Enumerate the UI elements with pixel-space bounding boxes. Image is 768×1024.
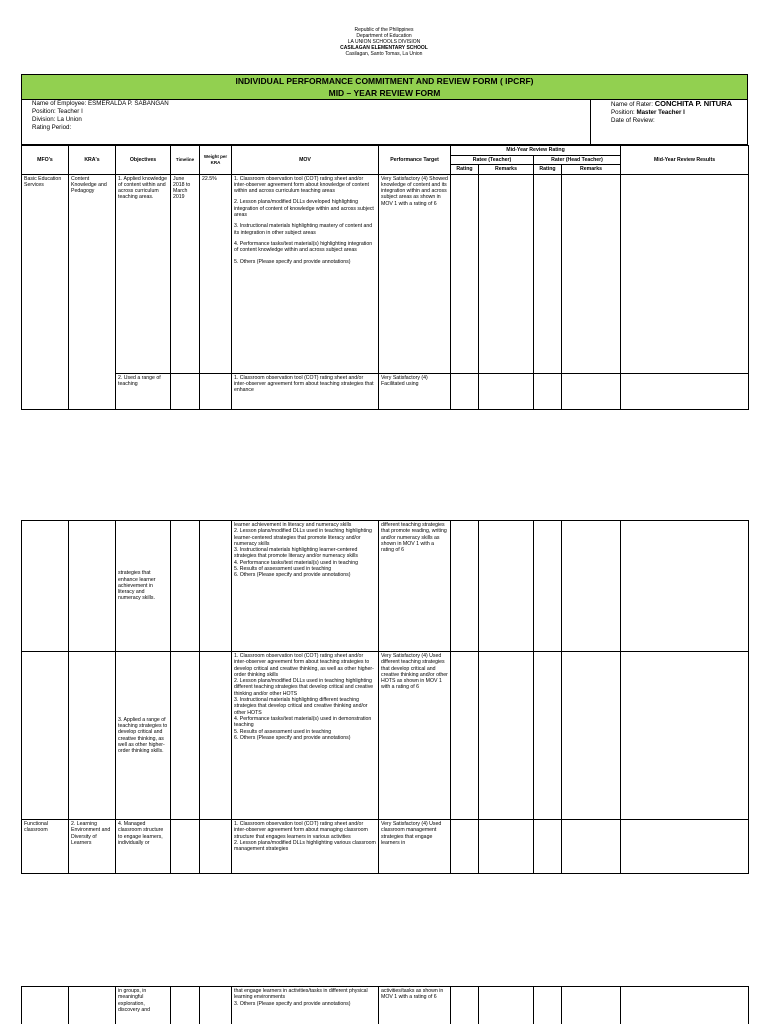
mov-item: 3. Others (Please specify and provide annotations) — [234, 1000, 351, 1007]
mov-item: 4. Performance tasks/test material(s) highlighting integration of content knowledge within and across subject areas — [234, 240, 373, 254]
remarks-cell[interactable] — [479, 521, 534, 652]
rating-cell[interactable] — [451, 521, 479, 652]
results-cell[interactable] — [621, 174, 749, 373]
timeline-cell — [171, 373, 200, 409]
mov-item: 6. Others (Please specify and provide annotations) — [234, 572, 351, 579]
remarks-cell[interactable] — [562, 820, 621, 874]
mov-item: 2. Lesson plans/modified DLLs used in teaching highlighting different teaching strategies that develop critical and creative thinking and/or other HOTS — [234, 678, 374, 697]
mov-item: 2. Lesson plans/modified DLLs developed highlighting integration of content of knowledge within and across subject areas — [234, 199, 374, 219]
table-row — [22, 820, 749, 874]
rater-name: Name of Rater: CONCHITA P. NITURA — [611, 99, 733, 108]
employee-name: Name of Employee: ESMERALDA P. SABANGAN — [32, 100, 169, 107]
rater-position: Position: Master Teacher I — [611, 109, 685, 116]
weight-cell: 22.5% — [200, 174, 232, 373]
remarks-cell[interactable] — [562, 174, 621, 373]
table-row — [22, 652, 749, 820]
target-cell: Very Satisfactory (4) Used classroom management strategies that engage learners in — [379, 820, 451, 874]
col-timeline: Timeline — [171, 146, 200, 175]
remarks-cell[interactable] — [479, 820, 534, 874]
col-weight: Weight per KRA — [200, 146, 232, 175]
kra-cell — [69, 987, 116, 1024]
target-cell: Very Satisfactory (4) Showed knowledge of content and its integration within and across subject areas as shown in MOV 1 with a rating of 6 — [379, 174, 451, 373]
mov-cell — [232, 174, 379, 373]
col-target: Performance Target — [379, 146, 451, 175]
timeline-cell — [171, 820, 200, 874]
mov-item: 1. Classroom observation tool (COT) rating sheet and/or inter-observer agreement form about teaching strategies to develop critical and creative thinking, as well as other higher-order thinking skills — [234, 653, 374, 678]
mov-item: 1. Classroom observation tool (COT) rating sheet and/or inter-observer agreement form about managing classroom structure that engages learners in various activities — [234, 821, 368, 840]
remarks-cell[interactable] — [562, 652, 621, 820]
school-name: CASILAGAN ELEMENTARY SCHOOL — [340, 45, 428, 51]
ipcrf-table-page1 — [21, 145, 749, 410]
mov-item: 5. Results of assessment used in teaching — [234, 566, 332, 573]
objective-cell: 2. Used a range of teaching — [116, 373, 171, 409]
results-cell[interactable] — [621, 987, 749, 1024]
remarks-cell[interactable] — [562, 987, 621, 1024]
table-row — [22, 174, 749, 373]
weight-cell — [200, 652, 232, 820]
kra-cell — [69, 521, 116, 652]
kra-cell: Content Knowledge and Pedagogy — [69, 174, 116, 409]
col-rater-remarks: Remarks — [562, 165, 621, 174]
letterhead-line: LA UNION SCHOOLS DIVISION — [347, 39, 421, 45]
results-cell[interactable] — [621, 521, 749, 652]
mov-item: learner achievement in literacy and numeracy skills — [234, 522, 352, 528]
mov-item: 6. Others (Please specify and provide annotations) — [234, 734, 351, 741]
mov-item: 5. Others (Please specify and provide annotations) — [234, 258, 351, 265]
col-mov: MOV — [232, 146, 379, 175]
mov-item: 4. Performance tasks/test material(s) used in teaching — [234, 559, 358, 566]
mov-item: 4. Performance tasks/test material(s) used in demonstration teaching — [234, 715, 372, 729]
mov-cell: 1. Classroom observation tool (COT) rating sheet and/or inter-observer agreement form about teaching strategies that enhance — [232, 373, 379, 409]
objective-cell: 4. Managed classroom structure to engage learners, individually or — [116, 820, 171, 874]
letterhead — [0, 27, 768, 57]
remarks-cell[interactable] — [479, 373, 534, 409]
weight-cell — [200, 521, 232, 652]
mov-item: that engage learners in activities/tasks in different physical learning environments — [234, 988, 368, 1001]
remarks-cell[interactable] — [479, 174, 534, 373]
form-subtitle: MID – YEAR REVIEW FORM — [328, 88, 441, 98]
objective-cell: strategies that enhance learner achievement in literacy and numeracy skills. — [116, 521, 171, 652]
col-midyear-rating: Mid-Year Review Rating — [451, 146, 621, 156]
table-row — [22, 987, 749, 1024]
ipcrf-table-page2 — [21, 520, 749, 874]
col-ratee-remarks: Remarks — [479, 165, 534, 174]
employee-position: Position: Teacher I — [32, 108, 83, 115]
objective-cell: 1. Applied knowledge of content within and across curriculum teaching areas. — [116, 174, 171, 373]
timeline-cell — [171, 521, 200, 652]
mov-cell — [232, 987, 379, 1024]
kra-cell — [69, 652, 116, 820]
timeline-cell: June 2018 to March 2019 — [171, 174, 200, 373]
employee-info — [21, 100, 748, 145]
objective-cell: in groups, in meaningful exploration, discovery and — [116, 987, 171, 1024]
rating-cell[interactable] — [534, 174, 562, 373]
review-date: Date of Review: — [611, 117, 655, 124]
col-objectives: Objectives — [116, 146, 171, 175]
rating-cell[interactable] — [451, 652, 479, 820]
table-row — [22, 373, 749, 409]
mov-item: 2. Lesson plans/modified DLLs used in teaching highlighting learner-centered strategies that promote literacy and/or numeracy skills — [234, 528, 372, 547]
target-cell: Very Satisfactory (4) Used different teaching strategies that develop critical and creative thinking and/or other HOTS as shown in MOV 1 with a rating of 6 — [379, 652, 451, 820]
mov-cell — [232, 820, 379, 874]
rating-cell[interactable] — [451, 987, 479, 1024]
col-ratee-rating: Rating — [451, 165, 479, 174]
weight-cell — [200, 820, 232, 874]
remarks-cell[interactable] — [562, 521, 621, 652]
rating-cell[interactable] — [451, 820, 479, 874]
remarks-cell[interactable] — [479, 652, 534, 820]
mov-cell — [232, 521, 379, 652]
timeline-cell — [171, 652, 200, 820]
mfo-cell: Functional classroom — [22, 820, 69, 874]
objective-cell: 3. Applied a range of teaching strategies to develop critical and creative thinking, as well as other higher-order thinking skills. — [116, 652, 171, 820]
mov-item: 1. Classroom observation tool (COT) rating sheet and/or inter-observer agreement form about knowledge of content within and across curriculum teaching areas — [234, 175, 369, 195]
rating-cell[interactable] — [451, 373, 479, 409]
target-cell: activities/tasks as shown in MOV 1 with a rating of 6 — [379, 987, 451, 1024]
col-rater: Rater (Head Teacher) — [534, 156, 621, 165]
mfo-cell: Basic Education Services — [22, 174, 69, 409]
mfo-cell — [22, 652, 69, 820]
results-cell[interactable] — [621, 820, 749, 874]
kra-cell: 2. Learning Environment and Diversity of Learners — [69, 820, 116, 874]
mov-item: 3. Instructional materials highlighting learner-centered strategies that promote literacy and/or numeracy skills — [234, 547, 358, 560]
mov-item: 3. Instructional materials highlighting mastery of content and its integration in other subject areas — [234, 223, 373, 236]
ipcrf-table-page3 — [21, 986, 749, 1024]
results-cell[interactable] — [621, 652, 749, 820]
employee-division: Division: La Union — [32, 116, 82, 123]
timeline-cell — [171, 987, 200, 1024]
mov-item: 3. Instructional materials highlighting different teaching strategies that develop critical and creative thinking and/or other HOTS — [234, 697, 368, 716]
letterhead-line: Department of Education — [356, 33, 412, 39]
weight-cell — [200, 373, 232, 409]
rating-cell[interactable] — [534, 820, 562, 874]
mov-item: 5. Results of assessment used in teaching — [234, 728, 332, 735]
letterhead-line: Republic of the Philippines — [354, 27, 414, 33]
rating-cell[interactable] — [534, 652, 562, 820]
mov-cell — [232, 652, 379, 820]
col-rater-rating: Rating — [534, 165, 562, 174]
rating-cell[interactable] — [534, 521, 562, 652]
target-cell: Very Satisfactory (4) Facilitated using — [379, 373, 451, 409]
col-kra: KRA's — [69, 146, 116, 175]
mov-item: 2. Lesson plans/modified DLLs highlighting various classroom management strategies — [234, 839, 376, 853]
remarks-cell[interactable] — [479, 987, 534, 1024]
col-mfo: MFO's — [22, 146, 69, 175]
table-row — [22, 521, 749, 652]
rating-cell[interactable] — [534, 987, 562, 1024]
target-cell: different teaching strategies that promote reading, writing and/or numeracy skills as shown in MOV 1 with a rating of 6 — [379, 521, 451, 652]
remarks-cell[interactable] — [562, 373, 621, 409]
col-results: Mid-Year Review Results — [621, 146, 749, 175]
col-ratee: Ratee (Teacher) — [451, 156, 534, 165]
form-title-band — [21, 74, 748, 100]
weight-cell — [200, 987, 232, 1024]
form-title: INDIVIDUAL PERFORMANCE COMMITMENT AND REVIEW FORM ( IPCRF) — [235, 76, 534, 86]
rating-cell[interactable] — [534, 373, 562, 409]
school-address: Casilagan, Santo Tomas, La Union — [345, 51, 423, 57]
mfo-cell — [22, 987, 69, 1024]
rating-cell[interactable] — [451, 174, 479, 373]
results-cell[interactable] — [621, 373, 749, 409]
rating-period: Rating Period: — [32, 124, 72, 131]
mfo-cell — [22, 521, 69, 652]
